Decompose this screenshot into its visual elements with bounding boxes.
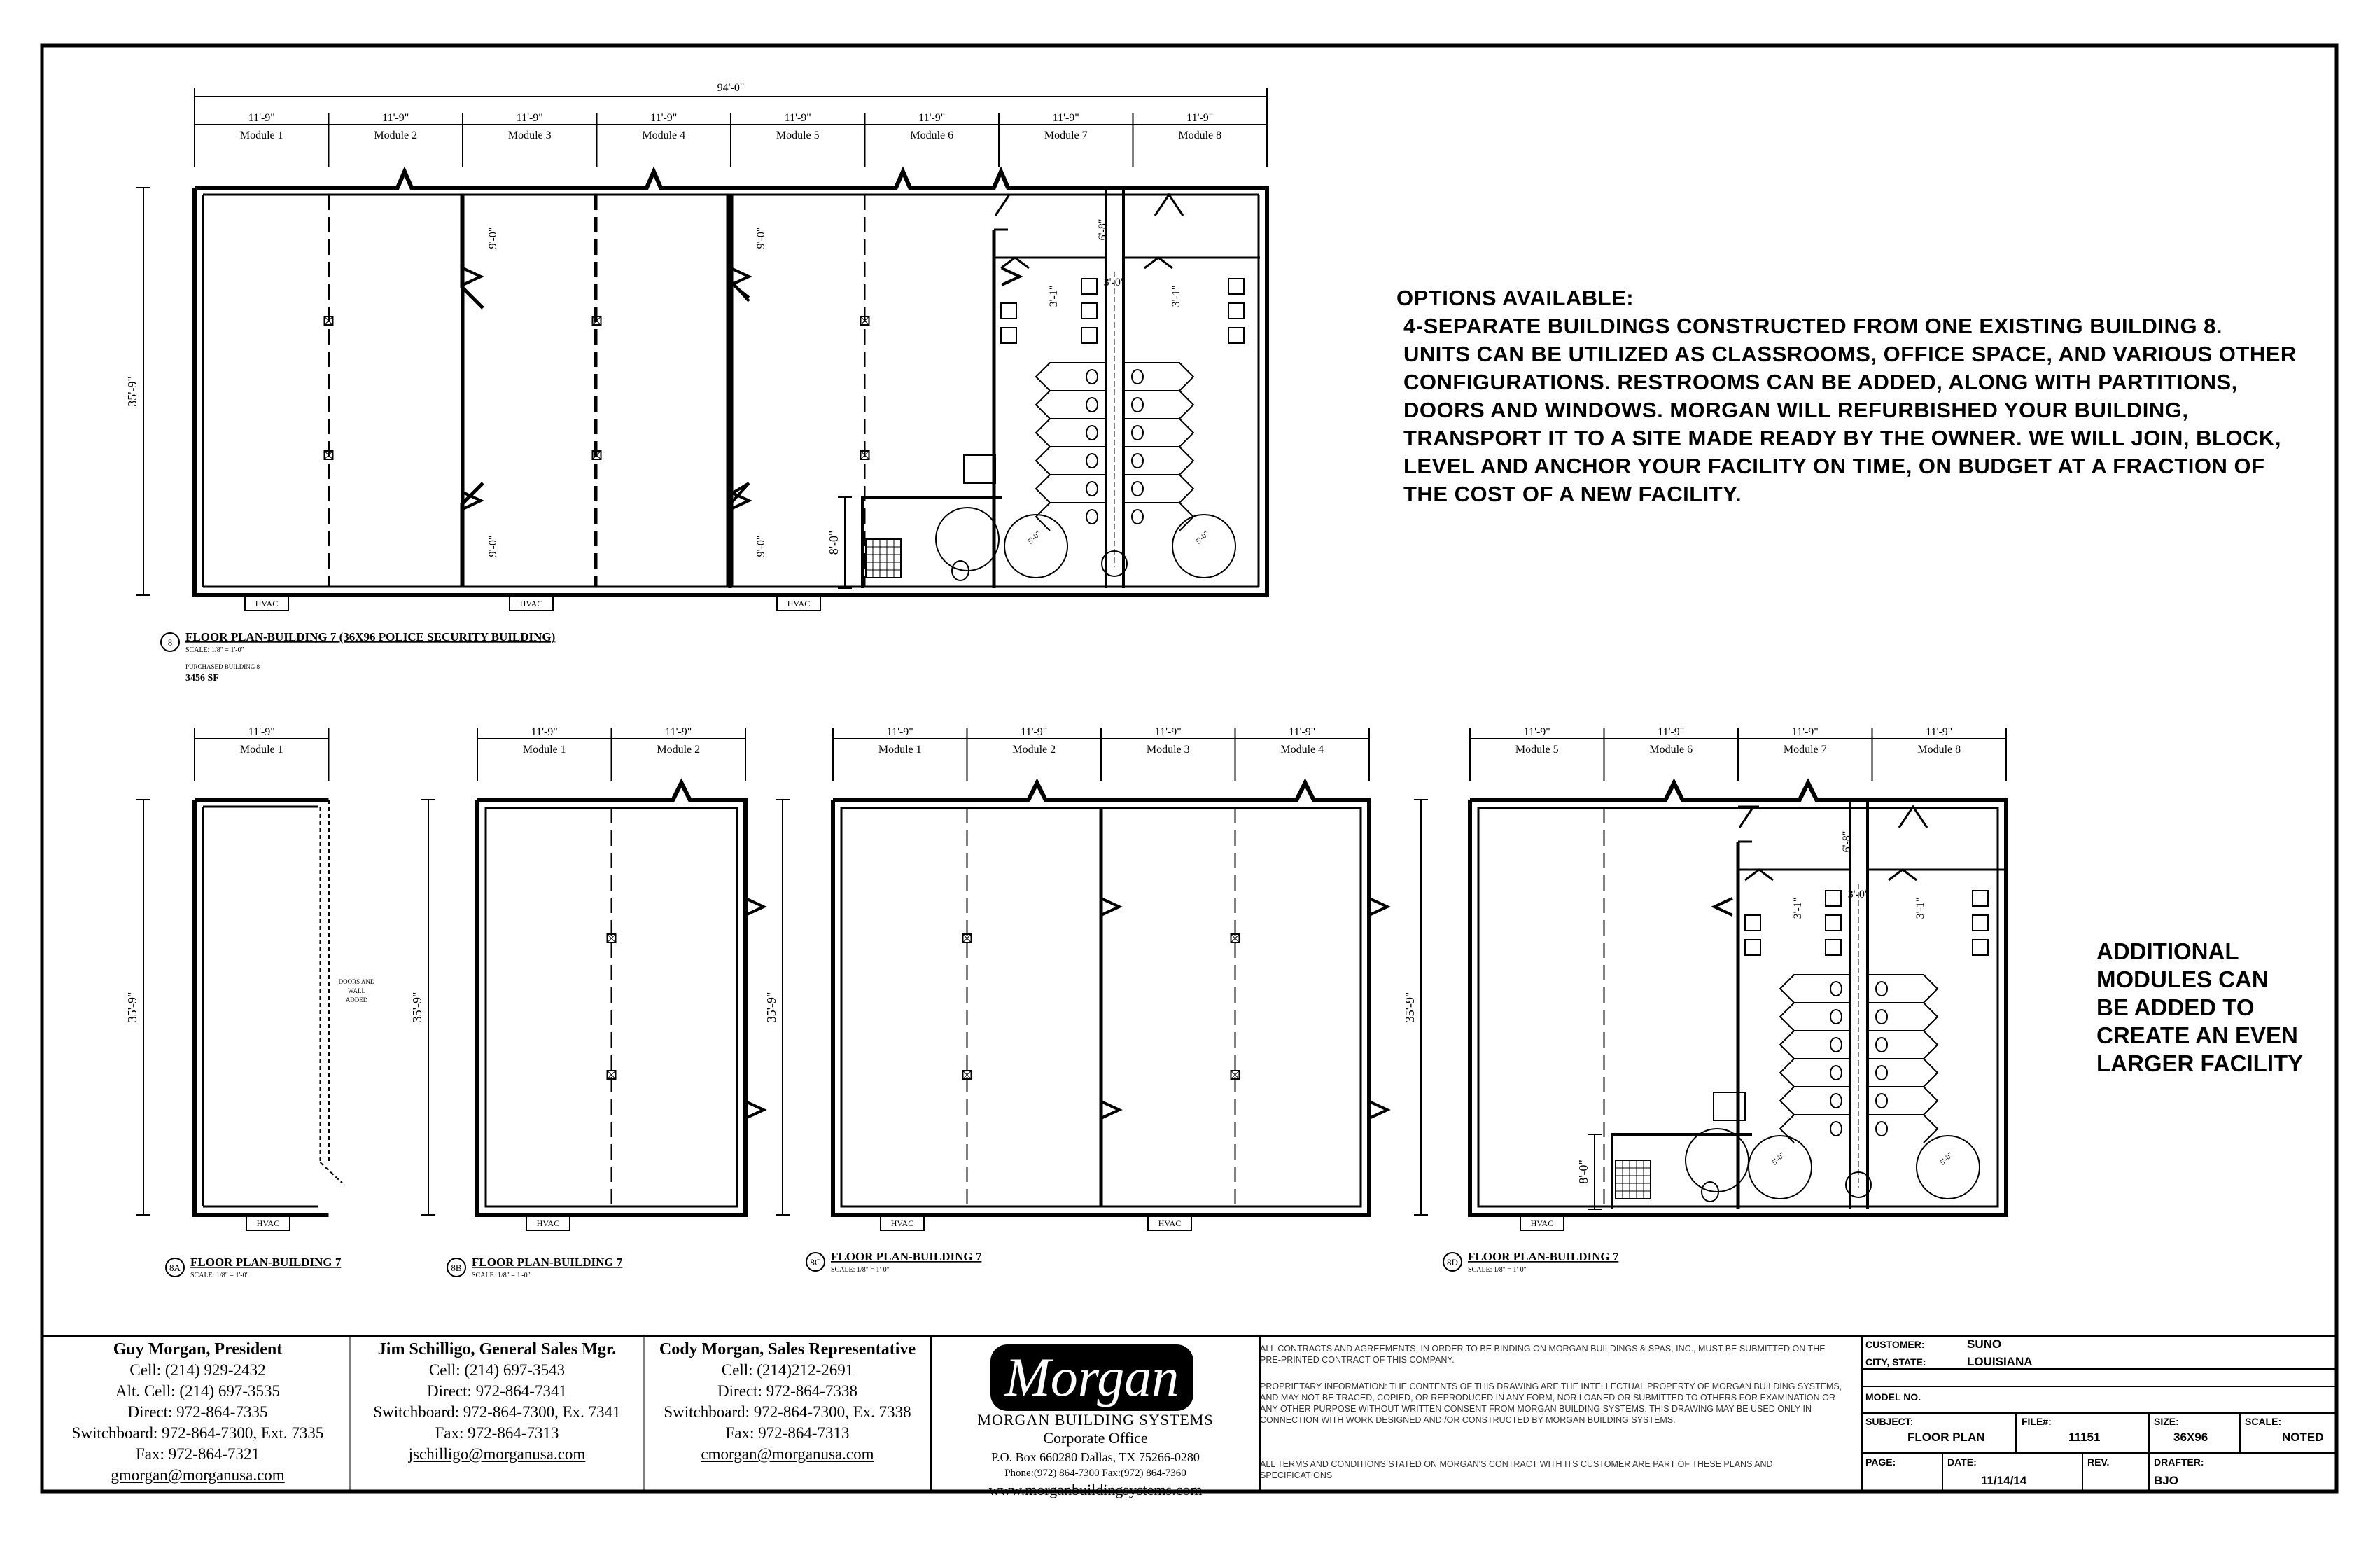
date-label: DATE:: [1947, 1456, 1977, 1468]
dimension-label: 35'-9": [125, 376, 139, 407]
dimension-label: 9'-0": [755, 535, 767, 557]
options-title: OPTIONS AVAILABLE:: [1396, 286, 1634, 310]
plan-marker-label: 8: [167, 637, 173, 648]
dimension-label: 5'-0": [1770, 1150, 1787, 1167]
module-width-label: 11'-9": [248, 726, 275, 738]
company-office: Corporate Office: [1043, 1429, 1148, 1447]
module-width-label: 11'-9": [1154, 726, 1182, 738]
options-line: LEVEL AND ANCHOR YOUR FACILITY ON TIME, ON BUDGET AT A FRACTION OF: [1404, 454, 2265, 478]
contact-line: Direct: 972-864-7335: [127, 1403, 268, 1421]
dimension-label: 9'-0": [755, 227, 767, 249]
dimension-label: 35'-9": [410, 992, 424, 1023]
plan-title: FLOOR PLAN-BUILDING 7: [472, 1256, 623, 1269]
hvac-label: HVAC: [1158, 1218, 1182, 1228]
contact-line: Alt. Cell: (214) 697-3535: [115, 1382, 281, 1400]
module-label: Module 7: [1783, 744, 1827, 756]
hvac-label: HVAC: [256, 1218, 280, 1228]
module-label: Module 4: [1280, 744, 1324, 756]
module-label: Module 3: [507, 130, 552, 141]
page-label: PAGE:: [1865, 1456, 1896, 1468]
module-label: Module 6: [1649, 744, 1693, 756]
contact-line: Direct: 972-864-7341: [427, 1382, 567, 1400]
dimension-label: 35'-9": [125, 992, 139, 1023]
dimension-label: 6'-8": [1841, 830, 1853, 853]
file-value: 11151: [2068, 1431, 2101, 1444]
plan-title: FLOOR PLAN-BUILDING 7: [831, 1250, 982, 1263]
plan-note-fragment: WALL: [348, 987, 365, 994]
company-phones: Phone:(972) 864-7300 Fax:(972) 864-7360: [1004, 1468, 1186, 1479]
plan-title: FLOOR PLAN-BUILDING 7: [190, 1256, 342, 1269]
module-label: Module 1: [522, 744, 566, 756]
plan-scale: SCALE: 1/8" = 1'-0": [190, 1272, 249, 1279]
options-line: 4-SEPARATE BUILDINGS CONSTRUCTED FROM ONE EXISTING BUILDING 8.: [1404, 314, 2223, 338]
dimension-label: 5'-0": [1938, 1150, 1955, 1167]
contact-name: Guy Morgan, President: [113, 1340, 283, 1358]
dimension-label: 3'-1": [1914, 897, 1926, 919]
hvac-label: HVAC: [519, 599, 543, 608]
dimension-label: 3'-0": [1847, 889, 1870, 900]
module-label: Module 2: [374, 130, 418, 141]
contact-name: Jim Schilligo, General Sales Mgr.: [377, 1340, 617, 1358]
company-address: P.O. Box 660280 Dallas, TX 75266-0280: [991, 1450, 1200, 1464]
size-value: 36X96: [2174, 1431, 2208, 1444]
contact-line: Switchboard: 972-864-7300, Ext. 7335: [71, 1424, 324, 1442]
plan-note-fragment: DOORS AND: [338, 978, 375, 985]
module-label: Module 5: [776, 130, 820, 141]
dimension-label: 3'-1": [1048, 285, 1060, 307]
options-line: UNITS CAN BE UTILIZED AS CLASSROOMS, OFFICE SPACE, AND VARIOUS OTHER: [1404, 342, 2297, 366]
additional-line: MODULES CAN: [2096, 966, 2269, 992]
hvac-label: HVAC: [1530, 1218, 1554, 1228]
contact-email-link[interactable]: gmorgan@morganusa.com: [111, 1466, 285, 1484]
dimension-label: 35'-9": [1403, 992, 1417, 1023]
plan-marker-label: 8C: [810, 1257, 821, 1267]
dimension-label: 8'-0": [827, 530, 841, 555]
contact-line: Cell: (214) 929-2432: [130, 1361, 266, 1379]
dimension-label: 8'-0": [1576, 1160, 1590, 1184]
morgan-logo-text: Morgan: [1004, 1347, 1180, 1407]
dimension-label: 5'-0": [1026, 529, 1043, 546]
dimension-label: 5'-0": [1194, 529, 1211, 546]
module-label: Module 2: [657, 744, 701, 756]
model-label: MODEL NO.: [1865, 1391, 1921, 1403]
additional-line: LARGER FACILITY: [2096, 1050, 2304, 1076]
options-line: THE COST OF A NEW FACILITY.: [1404, 482, 1742, 506]
plan-scale: SCALE: 1/8" = 1'-0": [831, 1266, 890, 1274]
plan-note-fragment: ADDED: [345, 996, 368, 1003]
module-label: Module 1: [239, 130, 284, 141]
size-label: SIZE:: [2154, 1416, 2179, 1427]
module-width-label: 11'-9": [516, 112, 543, 124]
scale-label: SCALE:: [2245, 1416, 2282, 1427]
hvac-label: HVAC: [787, 599, 811, 608]
legal-terms: ALL TERMS AND CONDITIONS STATED ON MORGAN'S CONTRACT WITH ITS CUSTOMER ARE PART OF THESE PLANS AND SPECIFICATIONS: [1260, 1459, 1773, 1480]
plan-note: PURCHASED BUILDING 8: [186, 663, 260, 670]
module-label: Module 2: [1012, 744, 1056, 756]
module-label: Module 5: [1515, 744, 1559, 756]
module-label: Module 4: [642, 130, 686, 141]
plan-marker-label: 8A: [169, 1263, 181, 1273]
module-label: Module 3: [1146, 744, 1190, 756]
dimension-label: 3'-0": [1103, 277, 1126, 288]
city-label: CITY, STATE:: [1865, 1356, 1926, 1368]
contact-line: Direct: 972-864-7338: [718, 1382, 858, 1400]
hvac-label: HVAC: [890, 1218, 914, 1228]
additional-line: BE ADDED TO: [2096, 994, 2255, 1020]
contact-line: Fax: 972-864-7321: [136, 1445, 260, 1463]
plan-scale: SCALE: 1/8" = 1'-0": [472, 1272, 531, 1279]
city-value: LOUISIANA: [1967, 1355, 2033, 1368]
contact-line: Switchboard: 972-864-7300, Ex. 7341: [373, 1403, 621, 1421]
additional-line: ADDITIONAL: [2096, 938, 2239, 964]
plan-scale: SCALE: 1/8" = 1'-0": [1468, 1266, 1527, 1274]
contact-line: Cell: (214) 697-3543: [428, 1361, 566, 1379]
options-line: DOORS AND WINDOWS. MORGAN WILL REFURBISHED YOUR BUILDING,: [1404, 398, 2189, 422]
customer-label: CUSTOMER:: [1865, 1339, 1925, 1350]
dimension-label: 9'-0": [487, 535, 499, 557]
module-width-label: 11'-9": [531, 726, 558, 738]
legal-contracts: ALL CONTRACTS AND AGREEMENTS, IN ORDER TO BE BINDING ON MORGAN BUILDINGS & SPAS, INC., MUST BE SUBMITTED ON THE PRE-PRINTED CONTRACT OF THIS COMPANY.: [1260, 1344, 1826, 1365]
module-width-label: 11'-9": [1289, 726, 1316, 738]
drafter-value: BJO: [2154, 1474, 2178, 1487]
dimension-label: 3'-1": [1170, 285, 1182, 307]
contact-name: Cody Morgan, Sales Representative: [659, 1340, 916, 1358]
module-label: Module 8: [1178, 130, 1222, 141]
subject-label: SUBJECT:: [1865, 1416, 1914, 1427]
plan-marker-label: 8B: [451, 1263, 462, 1273]
plan-marker-label: 8D: [1447, 1257, 1458, 1267]
module-width-label: 11'-9": [665, 726, 692, 738]
options-line: CONFIGURATIONS. RESTROOMS CAN BE ADDED, ALONG WITH PARTITIONS,: [1404, 370, 2238, 394]
contact-line: Cell: (214)212-2691: [721, 1361, 854, 1379]
subject-value: FLOOR PLAN: [1907, 1431, 1985, 1444]
module-width-label: 11'-9": [1186, 112, 1214, 124]
hvac-label: HVAC: [536, 1218, 560, 1228]
options-line: TRANSPORT IT TO A SITE MADE READY BY THE OWNER. WE WILL JOIN, BLOCK,: [1404, 426, 2281, 450]
legal-proprietary: PROPRIETARY INFORMATION: THE CONTENTS OF THIS DRAWING ARE THE INTELLECTUAL PROPERTY OF MORGAN BUILDING SYSTEMS, AND MAY NOT BE TRACED, COPIED, OR REPRODUCED IN ANY FORM, NOR LOANED OR SUBMITTED TO OTHERS FOR EXAMINATION OR ANY OTHER PURPOSE WITHOUT WRITTEN CONSENT FROM MORGAN BUILDING SYSTEMS. THIS DRAWING MAY BE USED ONLY IN CONNECTION WITH WORK DESIGNED AND /OR CONSTRUCTED BY MORGAN BUILDING SYSTEMS.: [1260, 1382, 1842, 1425]
module-label: Module 1: [878, 744, 922, 756]
contact-email-link[interactable]: cmorgan@morganusa.com: [701, 1445, 874, 1463]
module-width-label: 11'-9": [1021, 726, 1048, 738]
module-width-label: 11'-9": [650, 112, 678, 124]
scale-value: NOTED: [2282, 1431, 2324, 1444]
module-width-label: 11'-9": [1658, 726, 1685, 738]
contact-email-link[interactable]: jschilligo@morganusa.com: [408, 1445, 586, 1463]
company-website-link[interactable]: www.morganbuildingsystems.com: [988, 1481, 1203, 1498]
customer-value: SUNO: [1967, 1337, 2002, 1351]
module-width-label: 11'-9": [1052, 112, 1079, 124]
plan-area: 3456 SF: [186, 673, 219, 683]
module-width-label: 11'-9": [918, 112, 946, 124]
module-label: Module 6: [910, 130, 954, 141]
dimension-label: 3'-1": [1792, 897, 1804, 919]
module-label: Module 8: [1917, 744, 1961, 756]
module-width-label: 11'-9": [382, 112, 410, 124]
contact-line: Switchboard: 972-864-7300, Ex. 7338: [664, 1403, 911, 1421]
module-label: Module 7: [1044, 130, 1088, 141]
hvac-label: HVAC: [255, 599, 279, 608]
module-label: Module 1: [239, 744, 284, 756]
contact-line: Fax: 972-864-7313: [725, 1424, 850, 1442]
dimension-label: 35'-9": [764, 992, 778, 1023]
contact-line: Fax: 972-864-7313: [435, 1424, 559, 1442]
plan-title: FLOOR PLAN-BUILDING 7 (36X96 POLICE SECURITY BUILDING): [186, 630, 556, 644]
module-width-label: 11'-9": [784, 112, 811, 124]
dimension-label: 9'-0": [487, 227, 499, 249]
module-width-label: 11'-9": [1926, 726, 1953, 738]
module-width-label: 11'-9": [1523, 726, 1550, 738]
company-name: MORGAN BUILDING SYSTEMS: [977, 1411, 1214, 1428]
rev-label: REV.: [2087, 1456, 2110, 1468]
overall-dimension-label: 94'-0": [717, 82, 745, 94]
module-width-label: 11'-9": [248, 112, 275, 124]
module-width-label: 11'-9": [1791, 726, 1819, 738]
dimension-label: 6'-8": [1097, 218, 1109, 241]
date-value: 11/14/14: [1981, 1474, 2027, 1487]
plan-scale: SCALE: 1/8" = 1'-0": [186, 646, 244, 654]
module-width-label: 11'-9": [886, 726, 913, 738]
additional-line: CREATE AN EVEN: [2096, 1022, 2298, 1048]
plan-title: FLOOR PLAN-BUILDING 7: [1468, 1250, 1619, 1263]
file-label: FILE#:: [2022, 1416, 2052, 1427]
drafter-label: DRAFTER:: [2154, 1456, 2204, 1468]
